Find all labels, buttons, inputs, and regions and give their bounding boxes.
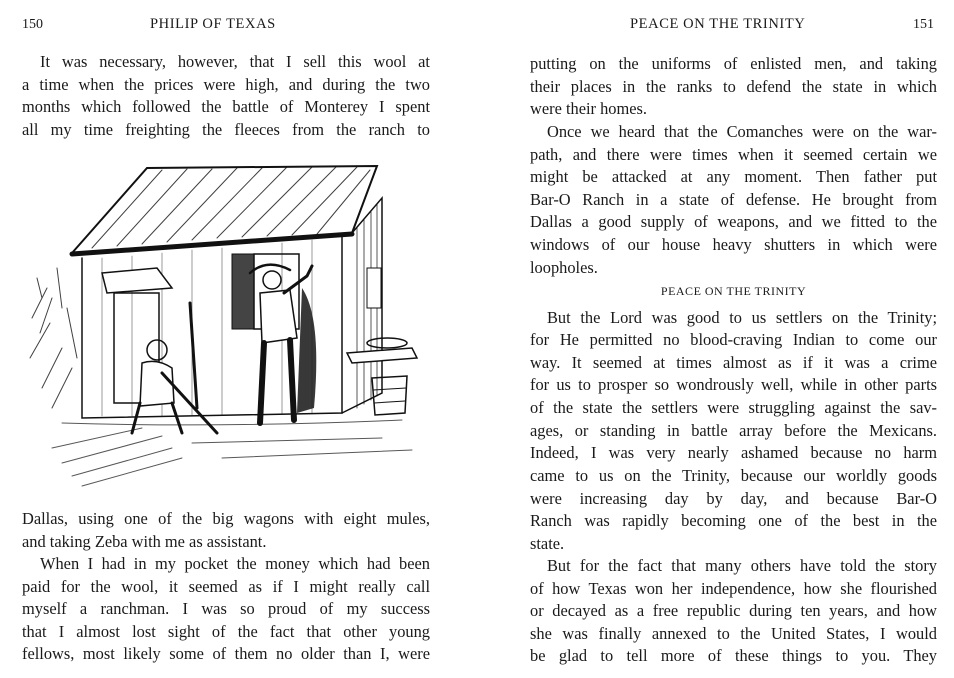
text-line: But for the fact that many others have told the story [547, 556, 937, 575]
text-line: be glad to tell more of these things to you. They [530, 646, 937, 665]
text-line: Bar-O Ranch in a state of defense. He brought from [530, 190, 937, 209]
text-line: Dallas a good supply of weapons, and we fitted to the [530, 212, 937, 231]
text-line: for us to prosper so wondrously well, while in other parts [530, 375, 937, 394]
text-line: windows of our house heavy shutters in which were [530, 235, 937, 254]
house-illustration [22, 158, 432, 496]
text-line: It was necessary, however, that I sell this wool at [40, 52, 430, 71]
text-line: ages, or standing in battle array before the Mexicans. [530, 421, 937, 440]
text-line: she was finally annexed to the United States, I would [530, 624, 937, 643]
page-number: 151 [913, 17, 934, 32]
running-head: PHILIP OF TEXAS [150, 16, 276, 32]
text-line: path, and there were times when it seemed certain we [530, 145, 937, 164]
text-line: and taking Zeba with me as assistant. [22, 532, 267, 551]
right-page [477, 0, 954, 678]
text-line: myself a ranchman. I was so proud of my success [22, 599, 430, 618]
running-head: PEACE ON THE TRINITY [630, 16, 806, 32]
text-line: Once we heard that the Comanches were on the war- [547, 122, 937, 141]
text-line: a time when the prices were high, and during the two [22, 75, 430, 94]
text-line: Ranch was rapidly becoming one of the best in the [530, 511, 937, 530]
text-line: were increasing day by day, and because Bar-O [530, 489, 937, 508]
text-line: putting on the uniforms of enlisted men, and taking [530, 54, 937, 73]
text-line: When I had in my pocket the money which had been [40, 554, 430, 573]
text-line: Indeed, I was very nearly ashamed because no harm [530, 443, 937, 462]
text-line: might be attacked at any moment. Then father put [530, 167, 937, 186]
text-line: for He permitted no blood-craving Indian to come our [530, 330, 937, 349]
text-line: Dallas, using one of the big wagons with eight mules, [22, 509, 430, 528]
section-heading: PEACE ON THE TRINITY [660, 284, 807, 298]
text-line: of the state the settlers were struggling against the sav- [530, 398, 937, 417]
text-line: of how Texas won her independence, how she flourished [530, 579, 937, 598]
text-line: But the Lord was good to us settlers on the Trinity; [547, 308, 937, 327]
text-line: all my time freighting the fleeces from the ranch to [22, 120, 430, 139]
text-line: were their homes. [530, 99, 647, 118]
text-line: their places in the ranks to defend the state in which [530, 77, 937, 96]
text-line: paid for the wool, it seemed as if I might really call [22, 577, 430, 596]
text-line: months which followed the battle of Monterey I spent [22, 97, 430, 116]
text-line: way. It seemed at times almost as if it was a crime [530, 353, 937, 372]
text-line: or decayed as a free republic during ten years, and how [530, 601, 937, 620]
text-line: came to us on the Trinity, because our worldly goods [530, 466, 937, 485]
text-line: fellows, most likely some of them no older than I, were [22, 644, 430, 663]
text-line: that I almost lost sight of the fact that other young [22, 622, 430, 641]
text-line: state. [530, 534, 565, 553]
page-number: 150 [22, 17, 43, 32]
text-line: loopholes. [530, 258, 598, 277]
